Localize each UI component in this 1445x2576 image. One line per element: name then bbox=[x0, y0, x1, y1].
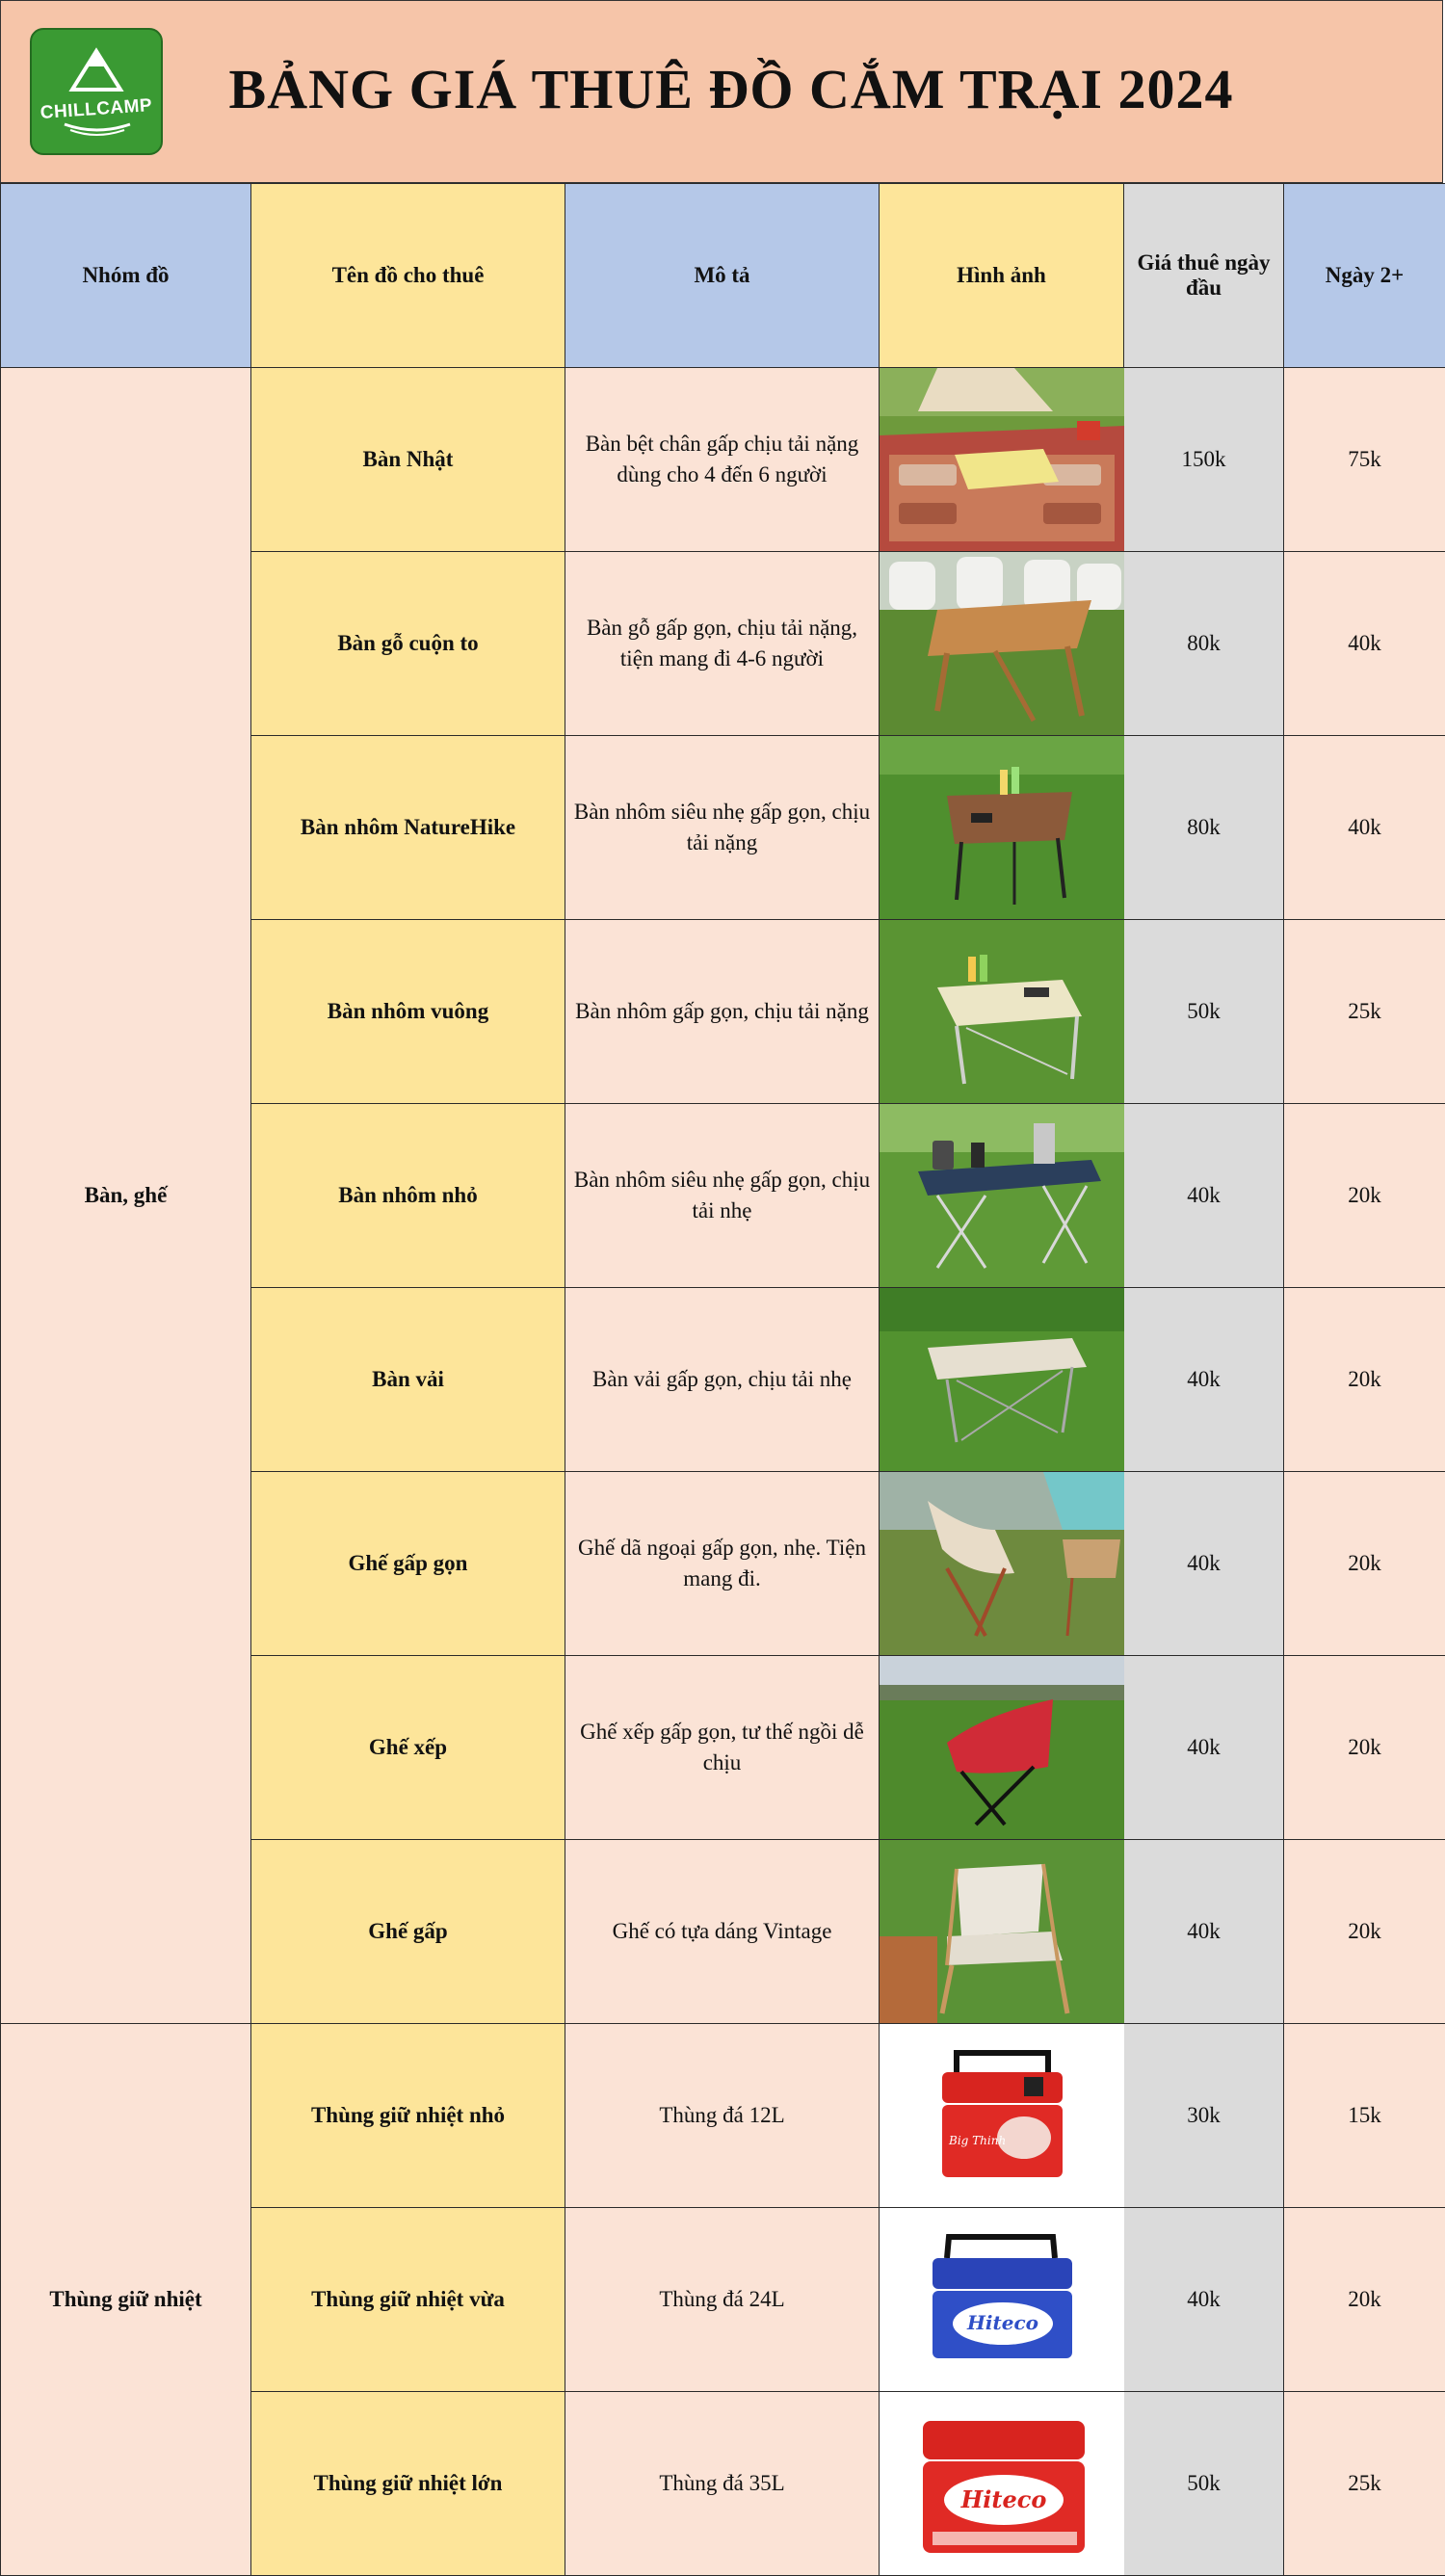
col-header-name: Tên đồ cho thuê bbox=[251, 184, 565, 368]
group-cell-coolers: Thùng giữ nhiệt bbox=[1, 2024, 251, 2576]
wood-roll-table-photo bbox=[880, 552, 1124, 735]
col-header-price-first: Giá thuê ngày đầu bbox=[1124, 184, 1284, 368]
price-first-day: 40k bbox=[1124, 2208, 1284, 2392]
item-name: Thùng giữ nhiệt nhỏ bbox=[251, 2024, 565, 2208]
item-name: Bàn nhôm nhỏ bbox=[251, 1104, 565, 1288]
cooler-24l-photo bbox=[880, 2208, 1124, 2391]
item-desc: Bàn nhôm siêu nhẹ gấp gọn, chịu tải nhẹ bbox=[565, 1104, 880, 1288]
small-aluminum-table-photo bbox=[880, 1104, 1124, 1287]
item-desc: Bàn nhôm siêu nhẹ gấp gọn, chịu tải nặng bbox=[565, 736, 880, 920]
price-first-day: 40k bbox=[1124, 1104, 1284, 1288]
cooler-brand-medium: Hiteco bbox=[967, 2311, 1038, 2334]
price-first-day: 50k bbox=[1124, 2392, 1284, 2576]
price-next-day: 20k bbox=[1284, 1472, 1445, 1656]
col-header-image: Hình ảnh bbox=[880, 184, 1124, 368]
logo-wordmark: CHILLCAMP bbox=[39, 94, 153, 124]
item-name: Bàn nhôm vuông bbox=[251, 920, 565, 1104]
item-desc: Ghế xếp gấp gọn, tư thế ngồi dễ chịu bbox=[565, 1656, 880, 1840]
price-next-day: 40k bbox=[1284, 736, 1445, 920]
item-name: Bàn Nhật bbox=[251, 368, 565, 552]
item-name: Thùng giữ nhiệt vừa bbox=[251, 2208, 565, 2392]
item-desc: Bàn bệt chân gấp chịu tải nặng dùng cho 4 đến 6 người bbox=[565, 368, 880, 552]
header-banner bbox=[0, 0, 1443, 183]
item-desc: Thùng đá 35L bbox=[565, 2392, 880, 2576]
rug-table-photo bbox=[880, 368, 1124, 551]
mountain-icon bbox=[32, 30, 161, 153]
price-first-day: 40k bbox=[1124, 1288, 1284, 1472]
price-first-day: 40k bbox=[1124, 1656, 1284, 1840]
red-folding-chair-photo bbox=[880, 1656, 1124, 1839]
price-first-day: 40k bbox=[1124, 1472, 1284, 1656]
item-image-cell bbox=[880, 368, 1124, 552]
compact-chair-photo bbox=[880, 1472, 1124, 1655]
price-first-day: 30k bbox=[1124, 2024, 1284, 2208]
cooler-35l-photo bbox=[880, 2392, 1124, 2575]
fabric-table-photo bbox=[880, 1288, 1124, 1471]
item-image-cell bbox=[880, 1472, 1124, 1656]
item-name: Ghế gấp bbox=[251, 1840, 565, 2024]
table-row bbox=[1, 2024, 1445, 2208]
col-header-price-next: Ngày 2+ bbox=[1284, 184, 1445, 368]
item-image-cell bbox=[880, 2208, 1124, 2392]
group-cell-tables-chairs: Bàn, ghế bbox=[1, 368, 251, 2024]
price-first-day: 80k bbox=[1124, 552, 1284, 736]
item-image-cell bbox=[880, 552, 1124, 736]
square-aluminum-table-photo bbox=[880, 920, 1124, 1103]
cooler-brand-large: Hiteco bbox=[960, 2485, 1047, 2513]
item-image-cell bbox=[880, 2392, 1124, 2576]
item-desc: Thùng đá 24L bbox=[565, 2208, 880, 2392]
item-name: Thùng giữ nhiệt lớn bbox=[251, 2392, 565, 2576]
item-image-cell bbox=[880, 2024, 1124, 2208]
item-name: Bàn nhôm NatureHike bbox=[251, 736, 565, 920]
item-desc: Thùng đá 12L bbox=[565, 2024, 880, 2208]
item-image-cell bbox=[880, 1656, 1124, 1840]
item-name: Bàn vải bbox=[251, 1288, 565, 1472]
item-name: Ghế gấp gọn bbox=[251, 1472, 565, 1656]
item-image-cell bbox=[880, 1840, 1124, 2024]
col-header-desc: Mô tả bbox=[565, 184, 880, 368]
item-name: Bàn gỗ cuộn to bbox=[251, 552, 565, 736]
price-next-day: 20k bbox=[1284, 2208, 1445, 2392]
price-next-day: 20k bbox=[1284, 1656, 1445, 1840]
price-next-day: 40k bbox=[1284, 552, 1445, 736]
item-desc: Bàn gỗ gấp gọn, chịu tải nặng, tiện mang đi 4-6 người bbox=[565, 552, 880, 736]
col-header-group: Nhóm đồ bbox=[1, 184, 251, 368]
item-desc: Ghế có tựa dáng Vintage bbox=[565, 1840, 880, 2024]
price-next-day: 20k bbox=[1284, 1104, 1445, 1288]
item-desc: Bàn nhôm gấp gọn, chịu tải nặng bbox=[565, 920, 880, 1104]
page-title: BẢNG GIÁ THUÊ ĐỒ CẮM TRẠI 2024 bbox=[228, 58, 1234, 120]
price-next-day: 20k bbox=[1284, 1840, 1445, 2024]
item-image-cell bbox=[880, 1104, 1124, 1288]
item-desc: Bàn vải gấp gọn, chịu tải nhẹ bbox=[565, 1288, 880, 1472]
price-first-day: 80k bbox=[1124, 736, 1284, 920]
price-first-day: 50k bbox=[1124, 920, 1284, 1104]
cooler-brand-small: Big Thinh bbox=[949, 2134, 1007, 2147]
item-image-cell bbox=[880, 920, 1124, 1104]
price-first-day: 40k bbox=[1124, 1840, 1284, 2024]
chillcamp-logo bbox=[30, 28, 163, 155]
item-name: Ghế xếp bbox=[251, 1656, 565, 1840]
price-next-day: 20k bbox=[1284, 1288, 1445, 1472]
price-next-day: 75k bbox=[1284, 368, 1445, 552]
price-next-day: 25k bbox=[1284, 2392, 1445, 2576]
price-table bbox=[0, 183, 1445, 2576]
price-next-day: 25k bbox=[1284, 920, 1445, 1104]
item-desc: Ghế dã ngoại gấp gọn, nhẹ. Tiện mang đi. bbox=[565, 1472, 880, 1656]
table-row bbox=[1, 368, 1445, 552]
price-first-day: 150k bbox=[1124, 368, 1284, 552]
price-next-day: 15k bbox=[1284, 2024, 1445, 2208]
item-image-cell bbox=[880, 1288, 1124, 1472]
vintage-chair-photo bbox=[880, 1840, 1124, 2023]
cooler-12l-photo bbox=[880, 2024, 1124, 2207]
naturehike-table-photo bbox=[880, 736, 1124, 919]
table-header-row bbox=[1, 184, 1445, 368]
item-image-cell bbox=[880, 736, 1124, 920]
